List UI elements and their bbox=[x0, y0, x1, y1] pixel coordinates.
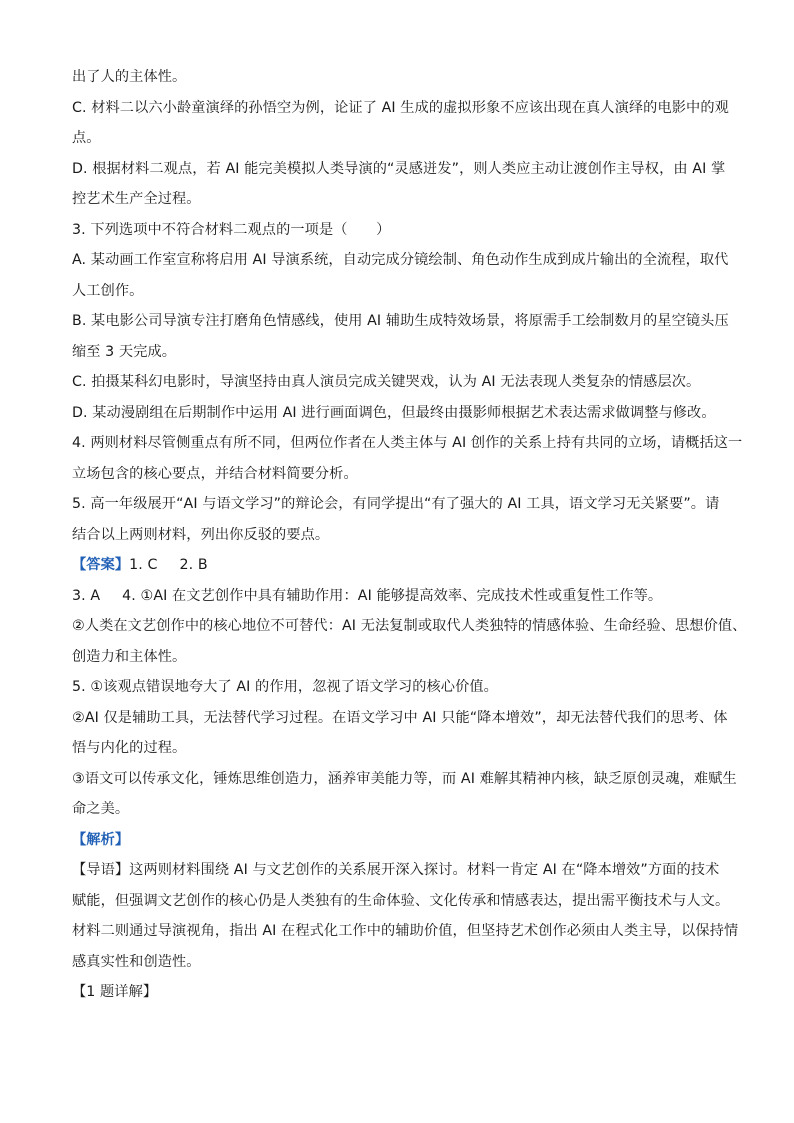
guide-line-1 bbox=[72, 855, 732, 886]
answer-3: 3. A bbox=[72, 587, 101, 604]
option-c-line-2: 点。 bbox=[72, 130, 101, 146]
q3-option-a-line-2: 人工创作。 bbox=[72, 282, 144, 299]
answer-line bbox=[72, 550, 732, 581]
guide-tag: 【导语】 bbox=[72, 862, 130, 878]
answer-tag: 【答案】 bbox=[72, 557, 130, 573]
answer-5-point-2-line-1: ②AI 仅是辅助工具，无法替代学习过程。在语文学习中 AI 只能“降本增效”，却无法替代我们的思考、体 bbox=[72, 709, 728, 726]
question-4-line-2: 立场包含的核心要点，并结合材料简要分析。 bbox=[72, 465, 358, 482]
analysis-tag: 【解析】 bbox=[72, 831, 130, 848]
answer-5-point-3-line-2: 命之美。 bbox=[72, 801, 130, 817]
answer-1: 1. C bbox=[129, 557, 158, 573]
q3-option-a-line-1: A. 某动画工作室宣称将启用 AI 导演系统，自动完成分镜绘制、角色动作生成到成片输出的全流程，取代 bbox=[72, 252, 729, 268]
answer-2: 2. B bbox=[179, 557, 208, 573]
answer-5-point-3-line-1: ③语文可以传承文化，锤炼思维创造力，涵养审美能力等，而 AI 难解其精神内核，缺乏原创灵魂，难赋生 bbox=[72, 770, 737, 787]
question-5-line-2: 结合以上两则材料，列出你反驳的要点。 bbox=[72, 526, 330, 543]
q3-option-c: C. 拍摄某科幻电影时，导演坚持由真人演员完成关键哭戏，认为 AI 无法表现人类复杂的情感层次。 bbox=[72, 374, 701, 390]
text-line: 出了人的主体性。 bbox=[72, 69, 187, 85]
option-d-line-2: 控艺术生产全过程。 bbox=[72, 191, 201, 207]
answer-3-4-line bbox=[72, 581, 732, 612]
document-page bbox=[72, 62, 747, 1008]
detail-heading bbox=[72, 977, 732, 1008]
answer-4-point-1: 4. ①AI 在文艺创作中具有辅助作用：AI 能够提高效率、完成技术性或重复性工作等。 bbox=[122, 587, 663, 604]
q3-option-b-line-2: 缩至 3 天完成。 bbox=[72, 343, 177, 360]
q3-option-d: D. 某动漫剧组在后期制作中运用 AI 进行画面调色，但最终由摄影师根据艺术表达需求做调整与修改。 bbox=[72, 404, 716, 421]
analysis-heading bbox=[72, 825, 732, 856]
question-3: 3. 下列选项中不符合材料二观点的一项是（ ） bbox=[72, 221, 391, 238]
guide-text: 这两则材料围绕 AI 与文艺创作的关系展开深入探讨。材料一肯定 AI 在“降本增效”方面的技术 bbox=[129, 862, 720, 878]
guide-line-2: 赋能，但强调文艺创作的核心仍是人类独有的生命体验、文化传承和情感表达，提出需平衡技术与人文。 bbox=[72, 892, 730, 909]
answer-5-point-2-line-2: 悟与内化的过程。 bbox=[72, 740, 187, 756]
detail-tag: 【1 题详解】 bbox=[72, 984, 158, 1000]
option-c-line-1: C. 材料二以六小龄童演绎的孙悟空为例，论证了 AI 生成的虚拟形象不应该出现在真人演绎的电影中的观 bbox=[72, 99, 729, 116]
q3-option-b-line-1: B. 某电影公司导演专注打磨角色情感线，使用 AI 辅助生成特效场景，将原需手工绘制数月的星空镜头压 bbox=[72, 313, 729, 329]
answer-5-point-1: 5. ①该观点错误地夸大了 AI 的作用，忽视了语文学习的核心价值。 bbox=[72, 679, 498, 695]
question-4-line-1: 4. 两则材料尽管侧重点有所不同，但两位作者在人类主体与 AI 创作的关系上持有共同的立场，请概括这一 bbox=[72, 435, 743, 451]
guide-line-3: 材料二则通过导演视角，指出 AI 在程式化工作中的辅助价值，但坚持艺术创作必须由人类主导，以保持情 bbox=[72, 923, 739, 939]
guide-line-4: 感真实性和创造性。 bbox=[72, 953, 201, 970]
answer-4-point-2-line-2: 创造力和主体性。 bbox=[72, 648, 187, 665]
option-d-line-1: D. 根据材料二观点，若 AI 能完美模拟人类导演的“灵感迸发”，则人类应主动让渡创作主导权，由 AI 掌 bbox=[72, 160, 726, 177]
answer-4-point-2-line-1: ②人类在文艺创作中的核心地位不可替代：AI 无法复制或取代人类独特的情感体验、生命经验、思想价值、 bbox=[72, 618, 747, 634]
question-5-line-1: 5. 高一年级展开“AI 与语文学习”的辩论会，有同学提出“有了强大的 AI 工具，语文学习无关紧要”。请 bbox=[72, 496, 720, 512]
